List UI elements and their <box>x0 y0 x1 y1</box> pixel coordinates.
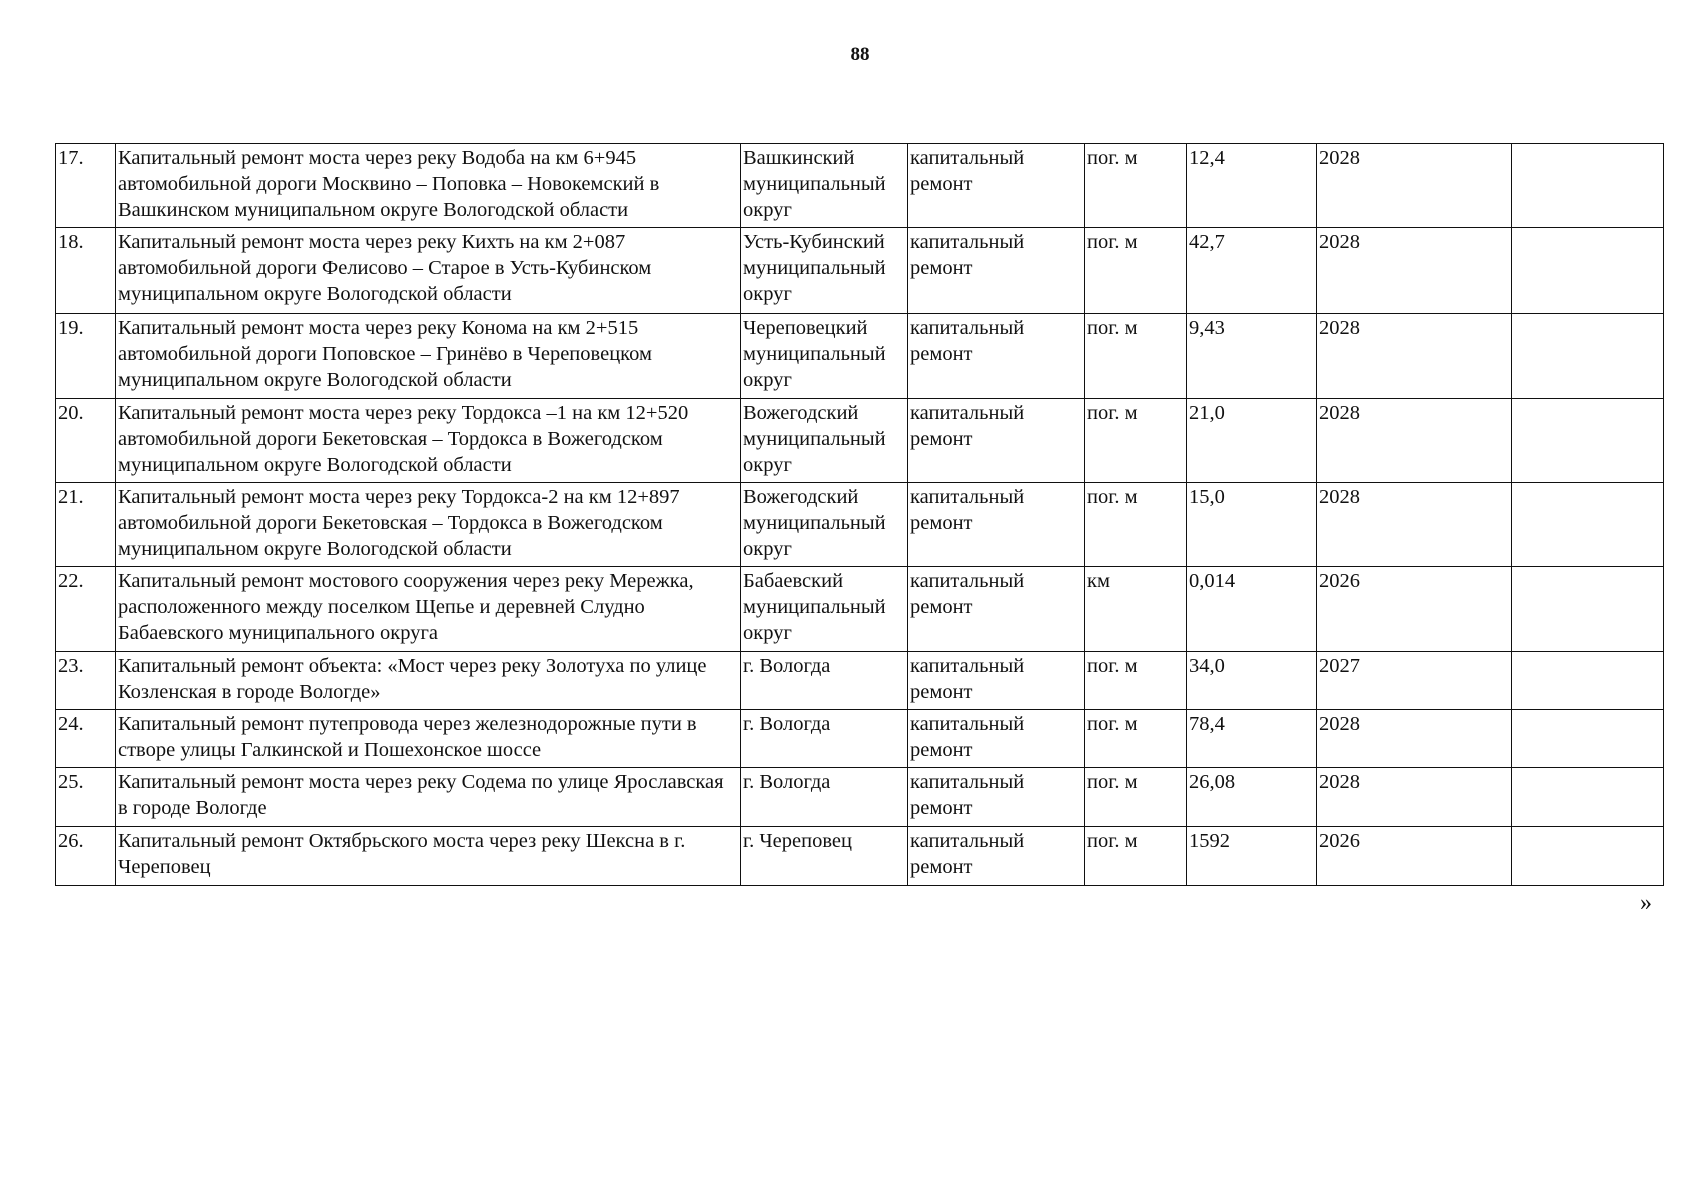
unit: пог. м <box>1085 768 1187 827</box>
object-name: Капитальный ремонт объекта: «Мост через реку Золотуха по улице Козленская в городе Вологде» <box>116 652 741 710</box>
completion-year: 2028 <box>1317 144 1512 228</box>
row-number: 17. <box>56 144 116 228</box>
capacity-value: 12,4 <box>1187 144 1317 228</box>
object-name: Капитальный ремонт моста через реку Содема по улице Ярославская в городе Вологде <box>116 768 741 827</box>
work-type: капитальный ремонт <box>908 710 1085 768</box>
municipality: Усть-Кубинский муниципальный округ <box>741 228 908 314</box>
capacity-value: 26,08 <box>1187 768 1317 827</box>
municipality: Бабаевский муниципальный округ <box>741 567 908 652</box>
table-body <box>56 144 1664 886</box>
row-number: 25. <box>56 768 116 827</box>
row-number: 18. <box>56 228 116 314</box>
capacity-value: 1592 <box>1187 827 1317 886</box>
row-number: 22. <box>56 567 116 652</box>
completion-year: 2028 <box>1317 710 1512 768</box>
table-row <box>56 827 1664 886</box>
row-number: 20. <box>56 399 116 483</box>
capacity-value: 78,4 <box>1187 710 1317 768</box>
row-number: 26. <box>56 827 116 886</box>
table-row <box>56 768 1664 827</box>
table-row <box>56 144 1664 228</box>
object-name: Капитальный ремонт моста через реку Конома на км 2+515 автомобильной дороги Поповское – Гринёво в Череповецком муниципальном округе Вологодской области <box>116 314 741 399</box>
unit: пог. м <box>1085 314 1187 399</box>
capacity-value: 0,014 <box>1187 567 1317 652</box>
unit: км <box>1085 567 1187 652</box>
work-type: капитальный ремонт <box>908 144 1085 228</box>
capacity-value: 34,0 <box>1187 652 1317 710</box>
table-row <box>56 314 1664 399</box>
empty-cell <box>1512 399 1664 483</box>
table-row <box>56 228 1664 314</box>
unit: пог. м <box>1085 652 1187 710</box>
object-name: Капитальный ремонт моста через реку Кихть на км 2+087 автомобильной дороги Фелисово – Старое в Усть-Кубинском муниципальном округе Вологодской области <box>116 228 741 314</box>
completion-year: 2026 <box>1317 567 1512 652</box>
row-number: 23. <box>56 652 116 710</box>
empty-cell <box>1512 483 1664 567</box>
table-row <box>56 483 1664 567</box>
object-name: Капитальный ремонт моста через реку Тордокса –1 на км 12+520 автомобильной дороги Бекетовская – Тордокса в Вожегодском муниципальном округе Вологодской области <box>116 399 741 483</box>
completion-year: 2028 <box>1317 768 1512 827</box>
work-type: капитальный ремонт <box>908 314 1085 399</box>
object-name: Капитальный ремонт путепровода через железнодорожные пути в створе улицы Галкинской и Пошехонское шоссе <box>116 710 741 768</box>
unit: пог. м <box>1085 228 1187 314</box>
empty-cell <box>1512 827 1664 886</box>
empty-cell <box>1512 314 1664 399</box>
row-number: 21. <box>56 483 116 567</box>
municipality: г. Вологда <box>741 768 908 827</box>
empty-cell <box>1512 228 1664 314</box>
work-type: капитальный ремонт <box>908 228 1085 314</box>
closing-quote-mark: » <box>1640 890 1652 916</box>
municipality: г. Череповец <box>741 827 908 886</box>
unit: пог. м <box>1085 399 1187 483</box>
row-number: 19. <box>56 314 116 399</box>
municipality: г. Вологда <box>741 710 908 768</box>
empty-cell <box>1512 652 1664 710</box>
table-row <box>56 567 1664 652</box>
work-type: капитальный ремонт <box>908 483 1085 567</box>
municipality: г. Вологда <box>741 652 908 710</box>
capacity-value: 15,0 <box>1187 483 1317 567</box>
work-type: капитальный ремонт <box>908 768 1085 827</box>
municipality: Вашкинский муниципальный округ <box>741 144 908 228</box>
capacity-value: 9,43 <box>1187 314 1317 399</box>
unit: пог. м <box>1085 827 1187 886</box>
object-name: Капитальный ремонт моста через реку Тордокса-2 на км 12+897 автомобильной дороги Бекетовская – Тордокса в Вожегодском муниципальном округе Вологодской области <box>116 483 741 567</box>
row-number: 24. <box>56 710 116 768</box>
capacity-value: 42,7 <box>1187 228 1317 314</box>
object-name: Капитальный ремонт моста через реку Водоба на км 6+945 автомобильной дороги Москвино – Поповка – Новокемский в Вашкинском муниципальном округе Вологодской области <box>116 144 741 228</box>
municipality: Череповецкий муниципальный округ <box>741 314 908 399</box>
object-name: Капитальный ремонт мостового сооружения через реку Мережка, расположенного между поселком Щепье и деревней Слудно Бабаевского муниципального округа <box>116 567 741 652</box>
completion-year: 2027 <box>1317 652 1512 710</box>
work-type: капитальный ремонт <box>908 567 1085 652</box>
page-number: 88 <box>850 44 870 65</box>
completion-year: 2028 <box>1317 314 1512 399</box>
unit: пог. м <box>1085 710 1187 768</box>
table-row <box>56 710 1664 768</box>
municipality: Вожегодский муниципальный округ <box>741 399 908 483</box>
table-row <box>56 399 1664 483</box>
empty-cell <box>1512 144 1664 228</box>
empty-cell <box>1512 567 1664 652</box>
unit: пог. м <box>1085 144 1187 228</box>
object-name: Капитальный ремонт Октябрьского моста через реку Шексна в г. Череповец <box>116 827 741 886</box>
empty-cell <box>1512 710 1664 768</box>
completion-year: 2028 <box>1317 483 1512 567</box>
unit: пог. м <box>1085 483 1187 567</box>
projects-table <box>55 143 1664 886</box>
completion-year: 2028 <box>1317 228 1512 314</box>
empty-cell <box>1512 768 1664 827</box>
municipality: Вожегодский муниципальный округ <box>741 483 908 567</box>
work-type: капитальный ремонт <box>908 399 1085 483</box>
table-row <box>56 652 1664 710</box>
capacity-value: 21,0 <box>1187 399 1317 483</box>
completion-year: 2026 <box>1317 827 1512 886</box>
work-type: капитальный ремонт <box>908 652 1085 710</box>
completion-year: 2028 <box>1317 399 1512 483</box>
work-type: капитальный ремонт <box>908 827 1085 886</box>
